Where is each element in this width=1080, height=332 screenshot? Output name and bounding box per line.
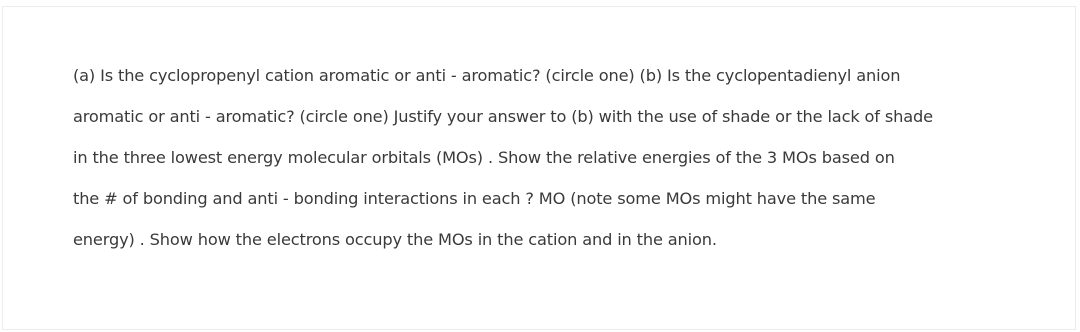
question-line-1: (a) Is the cyclopropenyl cation aromatic or anti - aromatic? (circle one) (b) Is the cyclopentadienyl anion [73, 66, 901, 85]
question-line-4: the # of bonding and anti - bonding interactions in each ? MO (note some MOs might have the same [73, 189, 876, 208]
document-page [2, 6, 1076, 330]
question-line-3: in the three lowest energy molecular orbitals (MOs) . Show the relative energies of the 3 MOs based on [73, 148, 895, 167]
question-line-5: energy) . Show how the electrons occupy the MOs in the cation and in the anion. [73, 230, 717, 249]
question-line-2: aromatic or anti - aromatic? (circle one) Justify your answer to (b) with the use of shade or the lack of shade [73, 107, 933, 126]
question-paragraph [73, 55, 1073, 260]
